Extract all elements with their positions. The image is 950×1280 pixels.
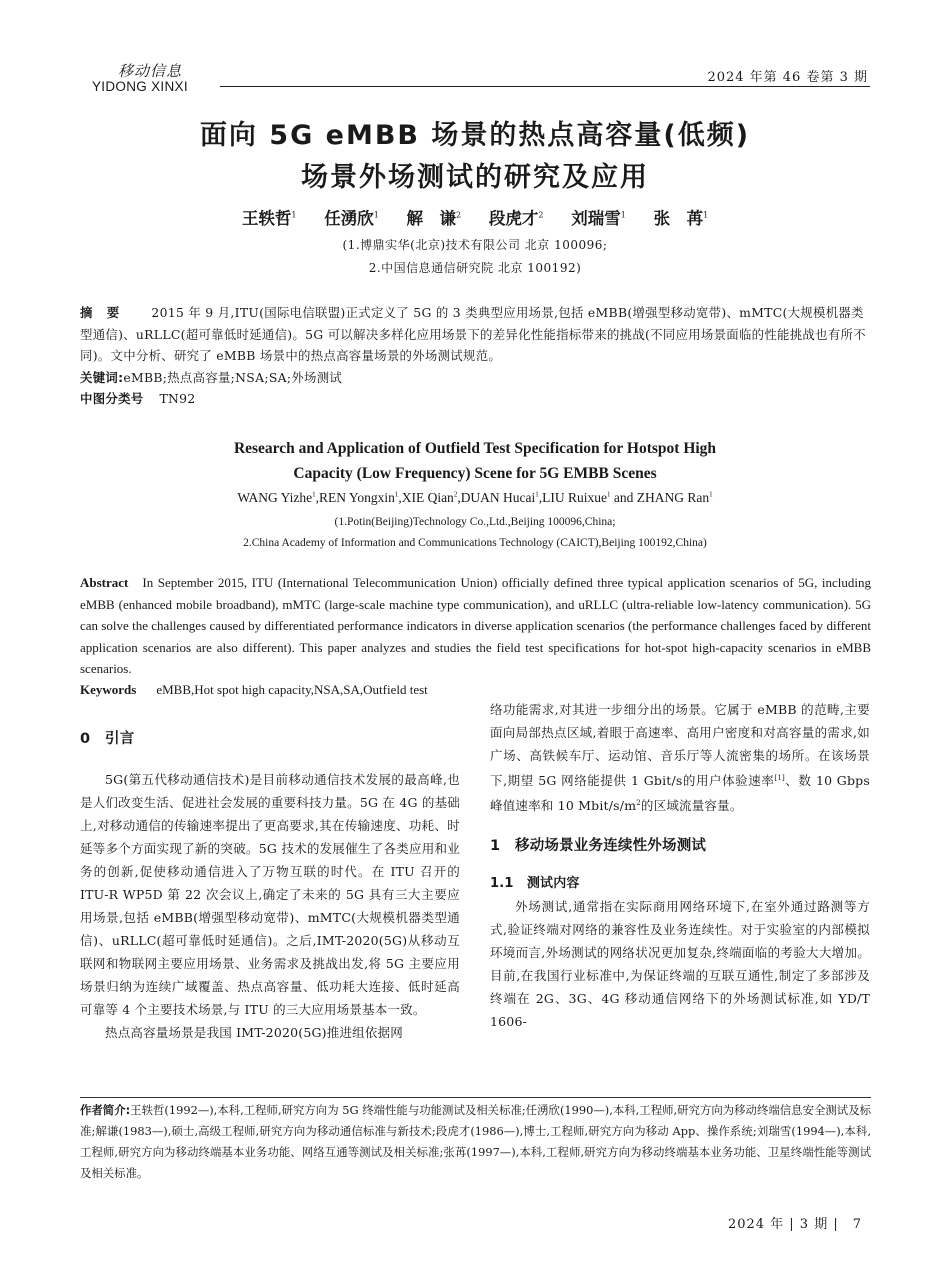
paragraph: 外场测试,通常指在实际商用网络环境下,在室外通过路测等方式,验证终端对网络的兼容性及业务连续性。对于实验室的内部模拟环境而言,外场测试的网络状况更加复杂,终端面临的考验大大增加。目前,在我国行业标准中,为保证终端的互联互通性,制定了多部涉及终端在 2G、3G、4G 移动通信网络下的外场测试标准,如 YD/T 1606- xyxy=(490,899,870,1030)
abstract-en: Abstract In September 2015, ITU (International Telecommunication Union) officially defined three typical application scenarios of 5G, including eMBB (enhanced mobile broadband), mMTC (large-scale machine type communication), and uRLLC (ultra-reliable low-latency communication). 5G can solve the challenges caused by differentiated performance indicators in diverse application scenarios (the performance challenges faced by different application scenarios are also different). This paper analyzes and studies the field test specifications for hot-spot high-capacity scenarios in eMBB scenarios. xyxy=(80,575,871,676)
header-rule xyxy=(220,86,870,87)
author: 段虎才$^2$ xyxy=(488,209,544,228)
english-authors: WANG Yizhe$^1$,REN Yongxin$^1$,XIE Qian$^2$,DUAN Hucai$^1$,LIU Ruixue$^1$ and ZHANG Ran$^1$ xyxy=(237,490,713,505)
affiliation-1: (1.博鼎实华(北京)技术有限公司 北京 100096; xyxy=(342,238,608,252)
section-heading-0: 0 引言 xyxy=(80,731,135,747)
keywords-en: Keywords eMBB,Hot spot high capacity,NSA,SA,Outfield test xyxy=(80,682,428,697)
footnote-rule xyxy=(80,1097,871,1098)
author: 解 谦$^2$ xyxy=(406,209,462,228)
author-list xyxy=(0,205,950,229)
english-affiliation-2: 2.China Academy of Information and Communications Technology (CAICT),Beijing 100192,China) xyxy=(243,537,707,549)
abstract-cn-label: 摘 要 xyxy=(80,305,120,320)
title-line-2: 场景外场测试的研究及应用 xyxy=(301,162,649,193)
abstract-cn-body: 摘 要 2015 年 9 月,ITU(国际电信联盟)正式定义了 5G 的 3 类典型应用场景,包括 eMBB(增强型移动宽带)、mMTC(大规模机器类型通信)、uRLLC(超可靠低时延通信)。5G 可以解决多样化应用场景下的差异化性能指标带来的挑战(不同应用场景面临的性能挑战也有所不同)。文中分析、研究了 eMBB 场景中的热点高容量场景的外场测试规范。 xyxy=(80,305,866,363)
body-right-column xyxy=(490,698,870,1033)
section-heading-1: 1 移动场景业务连续性外场测试 xyxy=(490,838,707,855)
english-title: Research and Application of Outfield Test Specification for Hotspot High Capacity (Low Frequency) Scene for 5G EMBB Scenes xyxy=(233,440,717,482)
paragraph: 络功能需求,对其进一步细分出的场景。它属于 eMBB 的范畴,主要面向局部热点区域,着眼于高速率、高用户密度和对高容量的需求,如广场、高铁候车厅、运动馆、音乐厅等人流密集的场所。在该场景下,期望 5G 网络能提供 1 Gbit/s的用户体验速率[1]、数 10 Gbps 峰值速率和 10 Mbit/$s/m^2$的区域流量容量。 xyxy=(490,702,870,814)
classification-cn: 中图分类号 TN92 xyxy=(80,391,196,406)
issue-info: 2024 年第 46 卷第 3 期 xyxy=(707,70,868,85)
keywords-cn: 关键词:eMBB;热点高容量;NSA;SA;外场测试 xyxy=(80,369,343,385)
abstract-en-label: Abstract xyxy=(80,575,129,590)
subsection-heading-1-1: 1.1 测试内容 xyxy=(490,876,580,892)
paragraph: 5G(第五代移动通信技术)是目前移动通信技术发展的最高峰,也是人们改变生活、促进社会发展的重要科技力量。5G 在 4G 的基础上,对移动通信的传输速率提出了更高要求,其在传输速度、功耗、时延等多个方面实现了新的突破。5G 技术的发展催生了各类应用和业务的创新,促使移动通信进入了万物互联的时代。在 ITU 召开的 ITU-R WP5D 第 22 次会议上,确定了未来的 5G 具有三大主要应用场景,包括 eMBB(增强型移动宽带)、mMTC(大规模机器类型通信)、uRLLC(超可靠低时延通信)。之后,IMT-2020(5G)从移动互联网和物联网主要应用场景、业务需求及挑战出发,将 5G 主要应用场景归纳为连续广域覆盖、热点高容量、低功耗大连接、低时延高可靠等 4 个主要技术场景,与 ITU 的三大应用场景基本一致。 xyxy=(80,772,460,1017)
journal-name-cn: 移动信息 xyxy=(118,62,183,80)
author: 王轶哲$^1$ xyxy=(241,209,297,228)
author: 张 苒$^1$ xyxy=(653,209,709,228)
paragraph: 热点高容量场景是我国 IMT-2020(5G)推进组依据网 xyxy=(105,1025,403,1040)
author: 任湧欣$^1$ xyxy=(324,209,379,228)
journal-name-en: YIDONG XINXI xyxy=(92,79,188,94)
author-bio: 作者简介:王轶哲(1992—),本科,工程师,研究方向为 5G 终端性能与功能测试及相关标准;任湧欣(1990—),本科,工程师,研究方向为移动终端信息安全测试及标准;解谦(1983—),硕士,高级工程师,研究方向为移动通信标准与新技术;段虎才(1986—),博士,工程师,研究方向为移动 App、操作系统;刘瑞雪(1994—),本科,工程师,研究方向为移动终端基本业务功能、网络互通等测试及相关标准;张苒(1997—),本科,工程师,研究方向为移动终端基本业务功能、卫星终端性能等测试及相关标准。 xyxy=(80,1103,871,1180)
page-footer: 2024 年 | 3 期 | 7 xyxy=(727,1217,862,1232)
body-left-column xyxy=(80,728,460,1044)
affiliation-2: 2.中国信息通信研究院 北京 100192) xyxy=(368,261,582,275)
abstract-cn xyxy=(80,302,870,410)
author: 刘瑞雪$^1$ xyxy=(571,209,626,228)
english-affiliation-1: (1.Potin(Beijing)Technology Co.,Ltd.,Beijing 100096,China; xyxy=(334,516,616,528)
title-line-1: 面向 5G eMBB 场景的热点高容量(低频) xyxy=(199,120,751,151)
